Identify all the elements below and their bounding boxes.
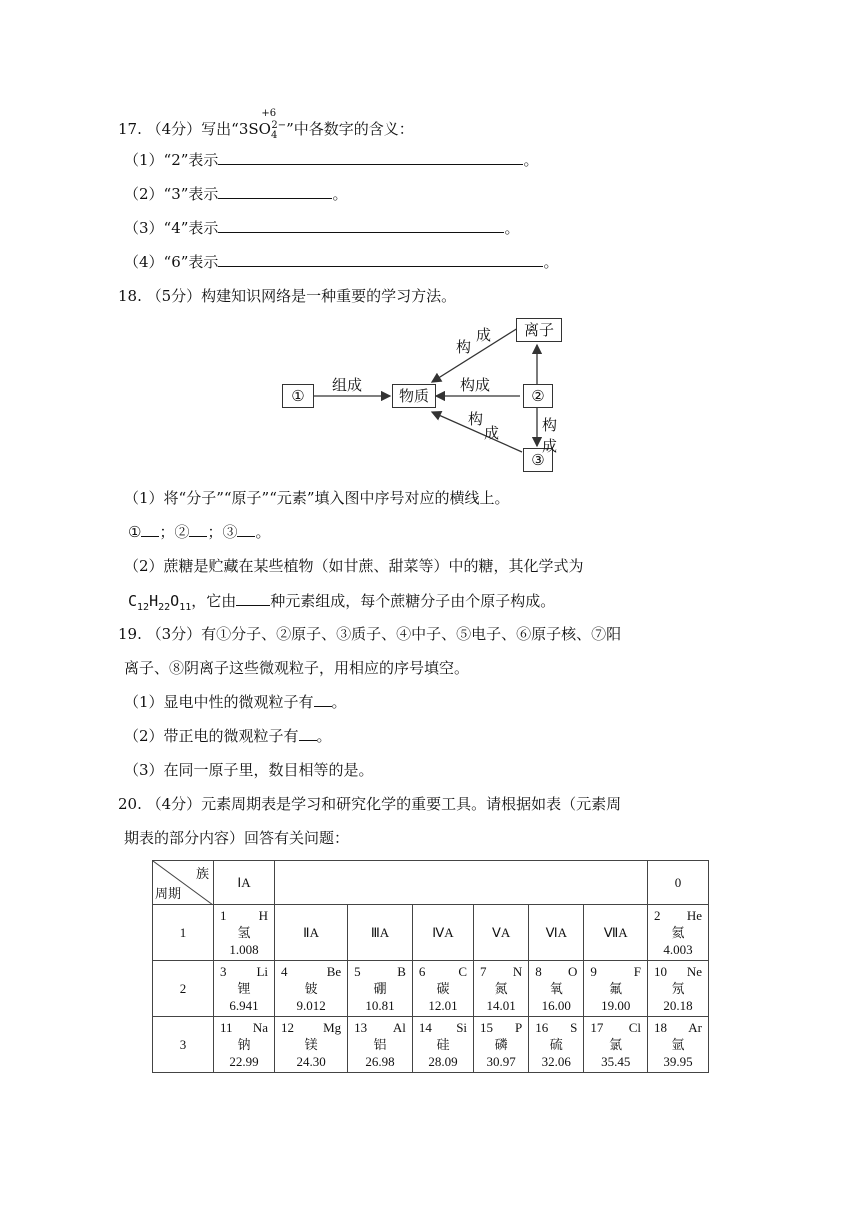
q19-item-end: 。 xyxy=(316,727,332,745)
q19-line-2: 离子、⑧阴离子这些微观粒子，用相应的序号填空。 xyxy=(124,659,470,677)
header-group: 族 xyxy=(195,866,209,881)
answer-blank[interactable] xyxy=(314,692,332,707)
answer-blank[interactable] xyxy=(236,591,270,606)
element-cell-Si: 14 Si 硅 28.09 xyxy=(412,1017,473,1073)
element-cell-B: 5 B 硼 10.81 xyxy=(348,961,413,1017)
formula-o: O xyxy=(170,592,180,610)
answer-blank[interactable] xyxy=(141,522,159,537)
label-gou-bottom: 构 xyxy=(468,410,484,428)
box-2: ② xyxy=(523,384,553,408)
answer-blank[interactable] xyxy=(218,184,332,199)
q17-item-label: （4）“6”表示 xyxy=(124,253,219,271)
box-3: ③ xyxy=(523,448,553,472)
q18-stem: 18. （5分）构建知识网络是一种重要的学习方法。 xyxy=(118,287,457,305)
formula-o-sub: 11 xyxy=(179,602,192,613)
box-1: ① xyxy=(282,384,314,408)
group-VIA: ⅥA xyxy=(529,905,584,961)
corner-header-cell xyxy=(153,861,214,905)
q17-item-1 xyxy=(124,150,538,170)
box-matter: 物质 xyxy=(392,384,436,408)
knowledge-network-diagram xyxy=(270,312,570,482)
formula-oxygen: O xyxy=(258,120,271,138)
element-cell-F: 9 F 氟 19.00 xyxy=(584,961,648,1017)
q17-item-end: 。 xyxy=(523,151,539,169)
element-cell-Mg: 12 Mg 镁 24.30 xyxy=(275,1017,348,1073)
q17-item-label: （1）“2”表示 xyxy=(124,151,219,169)
label-cheng-bottom: 成 xyxy=(484,424,500,442)
q19-item-1 xyxy=(124,692,347,712)
sucrose-formula xyxy=(128,592,192,613)
label-compose: 组成 xyxy=(332,376,363,394)
formula-h-sub: 22 xyxy=(158,602,171,613)
q20-line-2: 期表的部分内容）回答有关问题： xyxy=(124,829,350,847)
q18-part-1-blanks xyxy=(128,522,271,542)
group-VIIA: ⅦA xyxy=(584,905,648,961)
answer-blank[interactable] xyxy=(218,150,523,165)
label-gou-top: 构 xyxy=(456,338,472,356)
element-cell-Li: 3 Li 锂 6.941 xyxy=(214,961,275,1017)
header-period: 周期 xyxy=(155,886,182,901)
sulfate-formula xyxy=(248,108,287,146)
q18-text-pre: ，它由 xyxy=(191,592,237,610)
group-VA: ⅤA xyxy=(474,905,529,961)
q19-item-text: （2）带正电的微观粒子有 xyxy=(124,727,299,745)
element-cell-P: 15 P 磷 30.97 xyxy=(474,1017,529,1073)
group-0: 0 xyxy=(648,861,709,905)
q19-item-3: （3）在同一原子里，数目相等的是。 xyxy=(124,761,374,779)
element-cell-Be: 4 Be 铍 9.012 xyxy=(275,961,348,1017)
q20-line-1: 20. （4分）元素周期表是学习和研究化学的重要工具。请根据如表（元素周 xyxy=(118,795,622,813)
formula-sub: 4 xyxy=(270,130,278,141)
q17-stem xyxy=(118,108,414,146)
formula-c-sub: 12 xyxy=(137,602,150,613)
answer-blank[interactable] xyxy=(299,726,317,741)
element-cell-Ne: 10 Ne 氖 20.18 xyxy=(648,961,709,1017)
q17-item-2 xyxy=(124,184,347,204)
element-cell-Al: 13 Al 铝 26.98 xyxy=(348,1017,413,1073)
formula-charge: 2− xyxy=(271,120,287,131)
element-cell-Ar: 18 Ar 氩 39.95 xyxy=(648,1017,709,1073)
q18-text-post: 种元素组成，每个蔗糖分子由个原子构成。 xyxy=(270,592,556,610)
blank-label-2: ；② xyxy=(159,523,190,541)
q18-part-2-line-2 xyxy=(128,591,555,618)
empty-header xyxy=(275,861,648,905)
q17-item-end: 。 xyxy=(543,253,559,271)
q17-item-4 xyxy=(124,252,558,272)
answer-blank[interactable] xyxy=(218,252,543,267)
q17-item-label: （3）“4”表示 xyxy=(124,219,219,237)
answer-blank[interactable] xyxy=(218,218,504,233)
answer-blank[interactable] xyxy=(189,522,207,537)
blank-label-1: ① xyxy=(128,523,142,541)
q18-part-1: （1）将“分子”“原子”“元素”填入图中序号对应的横线上。 xyxy=(124,489,510,507)
blank-label-3: ；③ xyxy=(207,523,238,541)
formula-element: S xyxy=(248,120,259,138)
element-cell-Cl: 17 Cl 氯 35.45 xyxy=(584,1017,648,1073)
q19-item-2 xyxy=(124,726,332,746)
periodic-table xyxy=(152,860,709,1073)
period-3: 3 xyxy=(153,1017,214,1073)
box-ion: 离子 xyxy=(516,318,562,342)
element-cell-C: 6 C 碳 12.01 xyxy=(412,961,473,1017)
element-cell-He: 2 He 氦 4.003 xyxy=(648,905,709,961)
element-cell-Na: 11 Na 钠 22.99 xyxy=(214,1017,275,1073)
formula-h: H xyxy=(149,592,159,610)
element-cell-N: 7 N 氮 14.01 xyxy=(474,961,529,1017)
q17-item-end: 。 xyxy=(504,219,520,237)
label-constitute-right: 构成 xyxy=(542,416,558,455)
q19-line-1: 19. （3分）有①分子、②原子、③质子、④中子、⑤电子、⑥原子核、⑦阳 xyxy=(118,625,622,643)
element-cell-S: 16 S 硫 32.06 xyxy=(529,1017,584,1073)
period-2: 2 xyxy=(153,961,214,1017)
q17-item-3 xyxy=(124,218,519,238)
group-IVA: ⅣA xyxy=(412,905,473,961)
answer-blank[interactable] xyxy=(237,522,255,537)
group-IA: ⅠA xyxy=(214,861,275,905)
q17-stem-text: 17. （4分）写出“3 xyxy=(118,120,249,138)
q18-part-2-line-1: （2）蔗糖是贮藏在某些植物（如甘蔗、甜菜等）中的糖，其化学式为 xyxy=(124,557,584,575)
blank-end: 。 xyxy=(255,523,271,541)
label-constitute-mid: 构成 xyxy=(460,376,491,394)
group-IIIA: ⅢA xyxy=(348,905,413,961)
q17-item-label: （2）“3”表示 xyxy=(124,185,219,203)
q17-stem-end: ”中各数字的含义： xyxy=(286,120,414,138)
formula-c: C xyxy=(128,592,138,610)
group-IIA: ⅡA xyxy=(275,905,348,961)
element-cell-O: 8 O 氧 16.00 xyxy=(529,961,584,1017)
label-cheng-top: 成 xyxy=(476,326,492,344)
valence-label: +6 xyxy=(261,108,277,119)
q17-item-end: 。 xyxy=(332,185,348,203)
element-cell-H: 1 H 氢 1.008 xyxy=(214,905,275,961)
period-1: 1 xyxy=(153,905,214,961)
q19-item-text: （1）显电中性的微观粒子有 xyxy=(124,693,314,711)
q19-item-end: 。 xyxy=(331,693,347,711)
